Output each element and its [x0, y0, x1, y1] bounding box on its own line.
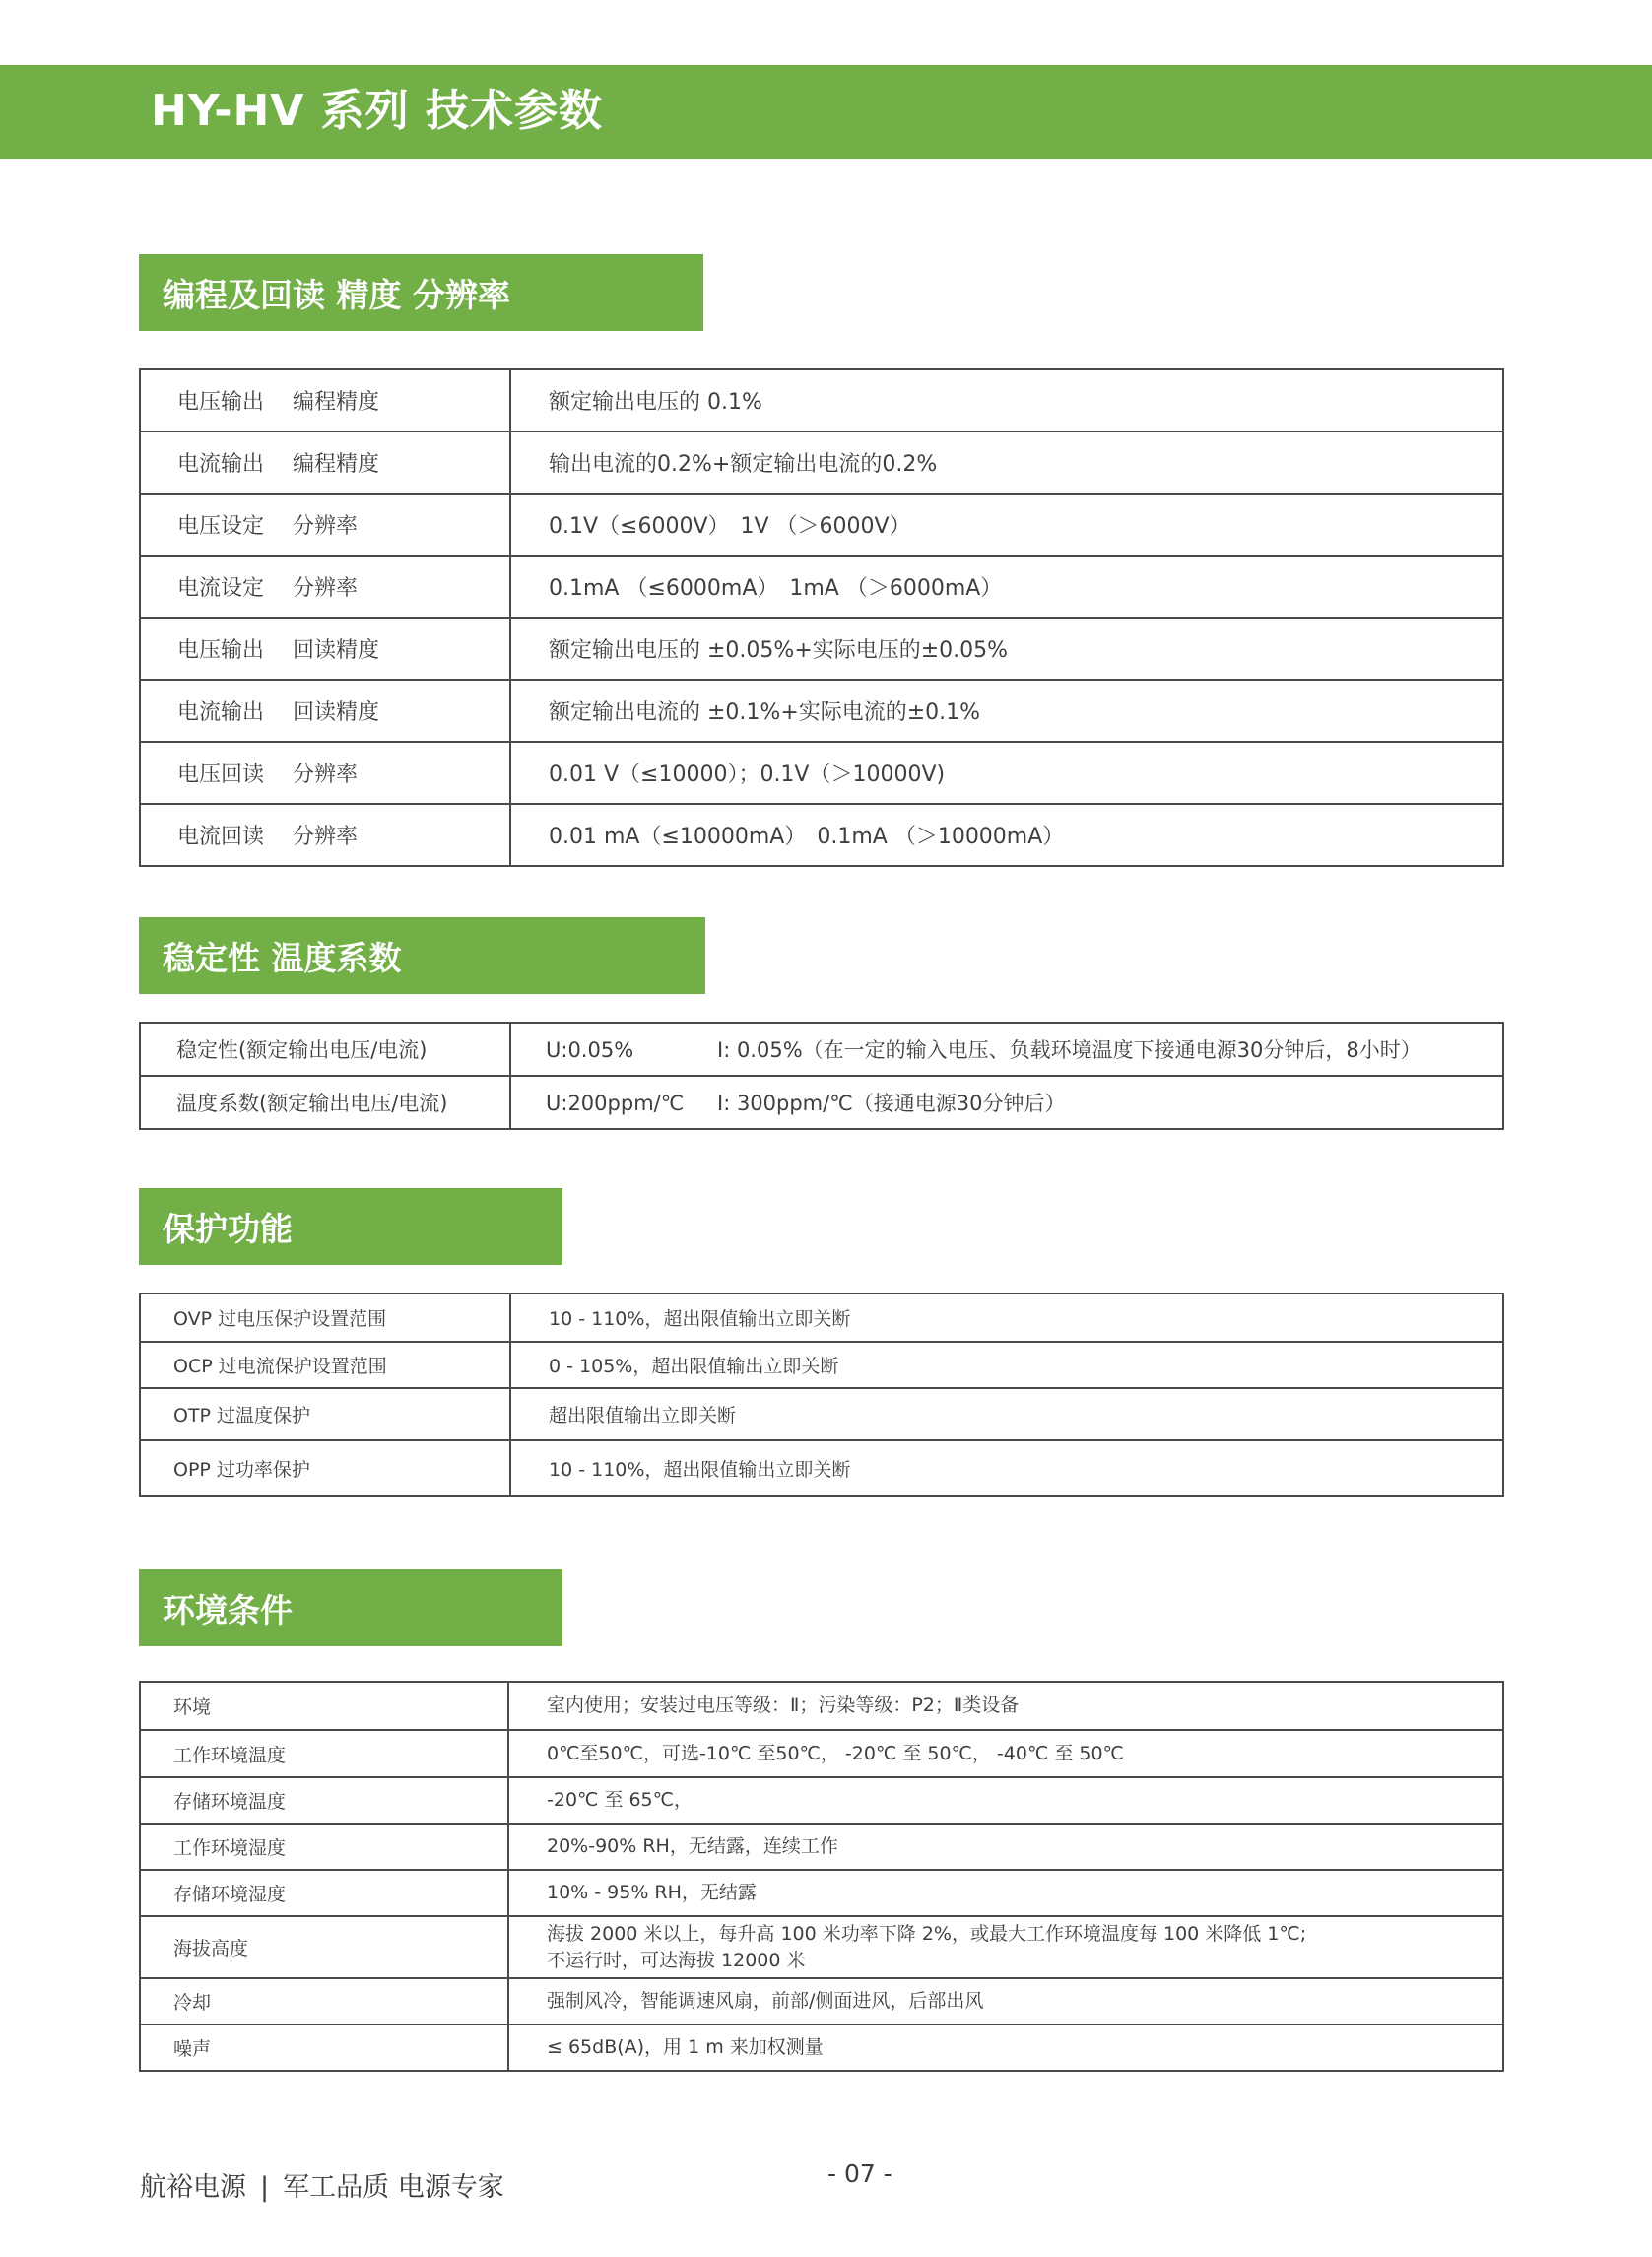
row-label: 海拔高度 [140, 1916, 508, 1978]
row-value: 10 - 110%，超出限值输出立即关断 [510, 1440, 1503, 1496]
table-row [140, 1294, 1503, 1342]
table-row [140, 1682, 1503, 1730]
table-row [140, 2025, 1503, 2071]
row-label: 电流输出 回读精度 [140, 680, 510, 742]
table-row [140, 1730, 1503, 1777]
row-label: 电流回读 分辨率 [140, 804, 510, 866]
current-value: I: 0.05%（在一定的输入电压、负载环境温度下接通电源30分钟后，8小时） [717, 1038, 1421, 1062]
stability-table [139, 1022, 1504, 1130]
table-row [140, 1978, 1503, 2025]
row-label: 工作环境湿度 [140, 1824, 508, 1870]
row-label: 电压输出 回读精度 [140, 618, 510, 680]
section-title: 保护功能 [163, 1209, 293, 1248]
section-title: 环境条件 [163, 1590, 293, 1629]
row-value: 0.1V（≤6000V） 1V （＞6000V） [510, 494, 1503, 556]
table-row [140, 1824, 1503, 1870]
table-row [140, 1023, 1503, 1076]
table-row [140, 556, 1503, 618]
voltage-value: U:200ppm/℃ [546, 1092, 685, 1115]
row-label: OCP 过电流保护设置范围 [140, 1342, 510, 1388]
table-row [140, 680, 1503, 742]
row-value [510, 1023, 1503, 1076]
footer-brand: 航裕电源 [140, 2172, 246, 2203]
footer-brand-line [140, 2165, 504, 2204]
table-row [140, 1870, 1503, 1916]
row-value: 强制风冷，智能调速风扇，前部/侧面进风，后部出风 [508, 1978, 1503, 2025]
current-value: I: 300ppm/℃（接通电源30分钟后） [717, 1092, 1066, 1115]
row-value [508, 1916, 1503, 1978]
table-row [140, 494, 1503, 556]
voltage-value: U:0.05% [546, 1038, 634, 1062]
page-title: HY-HV 系列 技术参数 [151, 86, 603, 136]
row-label: 工作环境温度 [140, 1730, 508, 1777]
table-row [140, 1076, 1503, 1129]
row-label: 电流设定 分辨率 [140, 556, 510, 618]
row-value: 10 - 110%，超出限值输出立即关断 [510, 1294, 1503, 1342]
table-row [140, 742, 1503, 804]
row-value: 0.01 V（≤10000）；0.1V（＞10000V) [510, 742, 1503, 804]
altitude-line-1: 海拔 2000 米以上，每升高 100 米功率下降 2%，或最大工作环境温度每 100 米降低 1℃; [547, 1922, 1307, 1945]
row-value [510, 1076, 1503, 1129]
protection-table [139, 1293, 1504, 1497]
table-row [140, 431, 1503, 494]
altitude-line-2: 不运行时，可达海拔 12000 米 [547, 1949, 806, 1971]
row-value: 10% - 95% RH，无结露 [508, 1870, 1503, 1916]
table-row [140, 369, 1503, 431]
table-row [140, 804, 1503, 866]
row-value: -20℃ 至 65℃， [508, 1777, 1503, 1824]
row-value: ≤ 65dB(A)，用 1 m 来加权测量 [508, 2025, 1503, 2071]
row-label: 噪声 [140, 2025, 508, 2071]
row-label: 温度系数(额定输出电压/电流) [140, 1076, 510, 1129]
row-label: 电压回读 分辨率 [140, 742, 510, 804]
table-row [140, 1777, 1503, 1824]
row-value: 额定输出电流的 ±0.1%+实际电流的±0.1% [510, 680, 1503, 742]
footer-separator: | [260, 2172, 270, 2203]
row-value: 超出限值输出立即关断 [510, 1388, 1503, 1440]
page-number: - 07 - [827, 2159, 892, 2188]
row-label: OPP 过功率保护 [140, 1440, 510, 1496]
row-label: OVP 过电压保护设置范围 [140, 1294, 510, 1342]
title-bar [0, 65, 1652, 159]
table-row [140, 1916, 1503, 1978]
row-value: 20%-90% RH，无结露，连续工作 [508, 1824, 1503, 1870]
table-row [140, 1440, 1503, 1496]
table-row [140, 1388, 1503, 1440]
section-header-environment [139, 1569, 562, 1646]
footer-slogan: 军工品质 电源专家 [283, 2172, 504, 2203]
row-value: 输出电流的0.2%+额定输出电流的0.2% [510, 431, 1503, 494]
section-header-protection [139, 1188, 562, 1265]
row-label: 存储环境温度 [140, 1777, 508, 1824]
section-title: 稳定性 温度系数 [163, 938, 402, 977]
row-label: 电压输出 编程精度 [140, 369, 510, 431]
row-label: 电流输出 编程精度 [140, 431, 510, 494]
table-row [140, 1342, 1503, 1388]
row-value: 额定输出电压的 0.1% [510, 369, 1503, 431]
section-header-stability [139, 917, 705, 994]
row-label: 电压设定 分辨率 [140, 494, 510, 556]
row-label: 存储环境湿度 [140, 1870, 508, 1916]
row-value: 0℃至50℃，可选-10℃ 至50℃， -20℃ 至 50℃， -40℃ 至 50℃ [508, 1730, 1503, 1777]
row-value: 室内使用；安装过电压等级：Ⅱ；污染等级：P2；Ⅱ类设备 [508, 1682, 1503, 1730]
accuracy-resolution-table [139, 368, 1504, 867]
section-title: 编程及回读 精度 分辨率 [163, 275, 510, 314]
section-header-accuracy-resolution [139, 254, 703, 331]
row-value: 0.01 mA（≤10000mA） 0.1mA （＞10000mA） [510, 804, 1503, 866]
row-label: 环境 [140, 1682, 508, 1730]
row-label: 冷却 [140, 1978, 508, 2025]
row-label: OTP 过温度保护 [140, 1388, 510, 1440]
table-row [140, 618, 1503, 680]
row-label: 稳定性(额定输出电压/电流) [140, 1023, 510, 1076]
environment-table [139, 1681, 1504, 2072]
row-value: 0.1mA （≤6000mA） 1mA （＞6000mA） [510, 556, 1503, 618]
row-value: 额定输出电压的 ±0.05%+实际电压的±0.05% [510, 618, 1503, 680]
row-value: 0 - 105%，超出限值输出立即关断 [510, 1342, 1503, 1388]
